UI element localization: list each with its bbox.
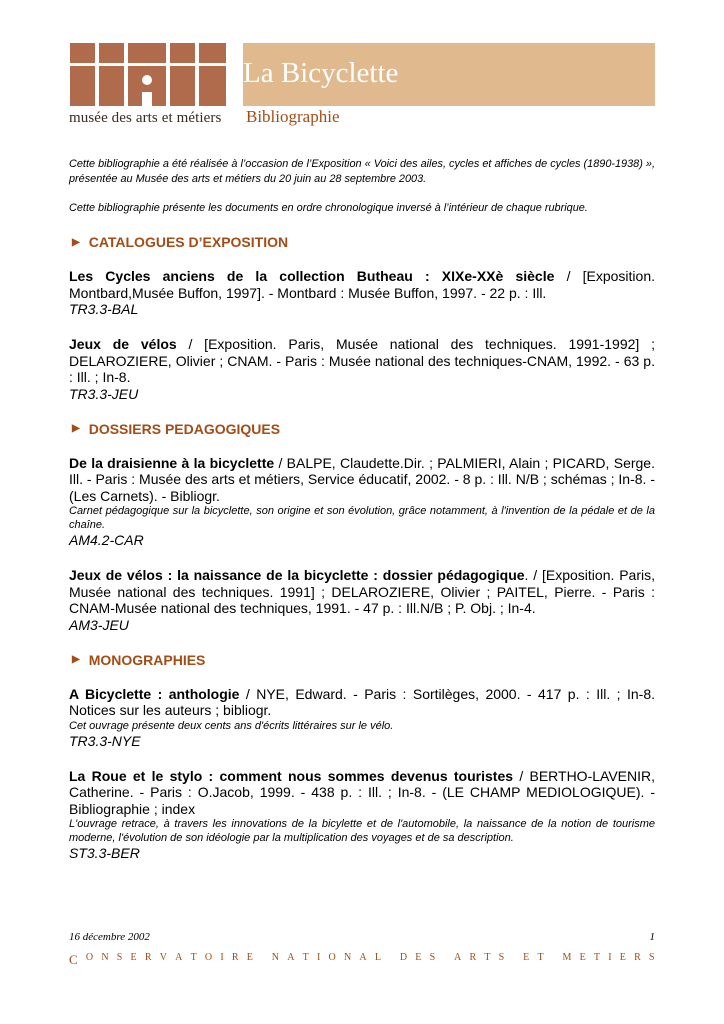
- entry-details: / [Exposition. Montbard,Musée Buffon, 1997]. - Montbard : Musée Buffon, 1997. - 22 p. : Ill.: [69, 268, 655, 301]
- footer-date: 16 décembre 2002: [69, 931, 150, 943]
- bibliography-entry: [69, 686, 655, 750]
- call-number: ST3.3-BER: [69, 845, 140, 861]
- logo-caption: musée des arts et métiers: [69, 110, 222, 126]
- entry-reference: [69, 686, 655, 719]
- section-title: CATALOGUES D’EXPOSITION: [88, 234, 289, 250]
- entry-details: / [Exposition. Paris, Musée national des techniques. 1991-1992] ; DELAROZIERE, Olivier ; CNAM. - Paris : Musée national des techniques-CNAM, 1992. - 63 p. : Ill. ; In-8.: [69, 336, 655, 385]
- intro-paragraph: Cette bibliographie présente les documents en ordre chronologique inversé à l’intérieur de chaque rubrique.: [69, 202, 588, 214]
- entry-details: . / [Exposition. Paris, Musée national des techniques. 1991] ; DELAROZIERE, Olivier ; PAITEL, Pierre. - Paris : CNAM-Musée national des techniques, 1991. - 47 p. : Ill.N/B ; P. Obj. ; In-4.: [69, 567, 655, 616]
- entry-reference: [69, 336, 655, 386]
- triangle-bullet-icon: ▶: [72, 236, 80, 248]
- entry-reference: [69, 268, 655, 301]
- entry-note: L'ouvrage retrace, à travers les innovations de la bicylette et de l'automobile, la naissance de la notion de tourisme moderne, l'évolution de son idéologie par la multiplication des voyages et de sa description.: [69, 818, 655, 844]
- museum-logo: [70, 43, 226, 106]
- entry-note: Carnet pédagogique sur la bicyclette, son origine et son évolution, grâce notamment, à l'invention de la pédale et de la chaîne.: [69, 505, 655, 531]
- entry-reference: [69, 567, 655, 617]
- entry-title: La Roue et le stylo : comment nous sommes devenus touristes: [69, 767, 514, 784]
- entry-note: Cet ouvrage présente deux cents ans d'écrits littéraires sur le vélo.: [69, 719, 394, 732]
- footer-organization: [69, 952, 655, 968]
- call-number: TR3.3-NYE: [69, 732, 141, 749]
- entry-title: A Bicyclette : anthologie: [69, 685, 240, 702]
- page-subtitle: Bibliographie: [246, 107, 340, 126]
- page-number: 1: [649, 931, 655, 943]
- entry-details: / NYE, Edward. - Paris : Sortilèges, 2000. - 417 p. : Ill. ; In-8. Notices sur les auteurs ; bibliogr.: [69, 685, 655, 718]
- intro-paragraph: Cette bibliographie a été réalisée à l’occasion de l’Exposition « Voici des ailes, cycles et affiches de cycles (1890-1938) », présentée au Musée des arts et métiers du 20 juin au 28 septembre 2003.: [69, 158, 655, 185]
- organization-name: C O N S E R V A T O I R E N A T I O N A L D E S A R T S E T M E T I E R S: [69, 952, 655, 967]
- section-title: MONOGRAPHIES: [88, 651, 206, 668]
- bibliography-entry: [69, 268, 655, 318]
- entry-reference: [69, 768, 655, 818]
- entry-title: Les Cycles anciens de la collection Butheau : XIXe-XXè siècle: [69, 268, 555, 284]
- bibliography-entry: [69, 336, 655, 403]
- triangle-bullet-icon: ▶: [72, 423, 80, 434]
- call-number: AM4.2-CAR: [69, 532, 144, 548]
- page-title: La Bicyclette: [243, 57, 399, 89]
- entry-reference: [69, 455, 655, 505]
- section-title: DOSSIERS PEDAGOGIQUES: [88, 420, 281, 437]
- triangle-bullet-icon: ▶: [72, 654, 80, 665]
- entry-title: Jeux de vélos : la naissance de la bicyclette : dossier pédagogique: [69, 567, 525, 583]
- document-body: [69, 157, 655, 880]
- section-heading: [69, 234, 655, 250]
- bibliography-entry: [69, 455, 655, 550]
- entry-title: De la draisienne à la bicyclette: [69, 454, 275, 471]
- bibliography-entry: [69, 768, 655, 863]
- entry-details: / BALPE, Claudette.Dir. ; PALMIERI, Alain ; PICARD, Serge. Ill. - Paris : Musée des arts et métiers, Service éducatif, 2002. - 8 p. : Ill. N/B ; schémas ; In-8. - (Les Carnets). - Bibliogr.: [69, 454, 655, 504]
- section-heading: [69, 652, 655, 668]
- bibliography-entry: [69, 567, 655, 634]
- section-heading: [69, 421, 655, 437]
- entry-title: Jeux de vélos: [69, 336, 177, 352]
- call-number: AM3-JEU: [69, 616, 129, 633]
- call-number: TR3.3-JEU: [69, 385, 139, 402]
- entry-details: / BERTHO-LAVENIR, Catherine. - Paris : O.Jacob, 1999. - 438 p. : Ill. ; In-8. - (LE CHAMP MEDIOLOGIQUE). - Bibliographie ; index: [69, 767, 655, 817]
- call-number: TR3.3-BAL: [69, 301, 139, 317]
